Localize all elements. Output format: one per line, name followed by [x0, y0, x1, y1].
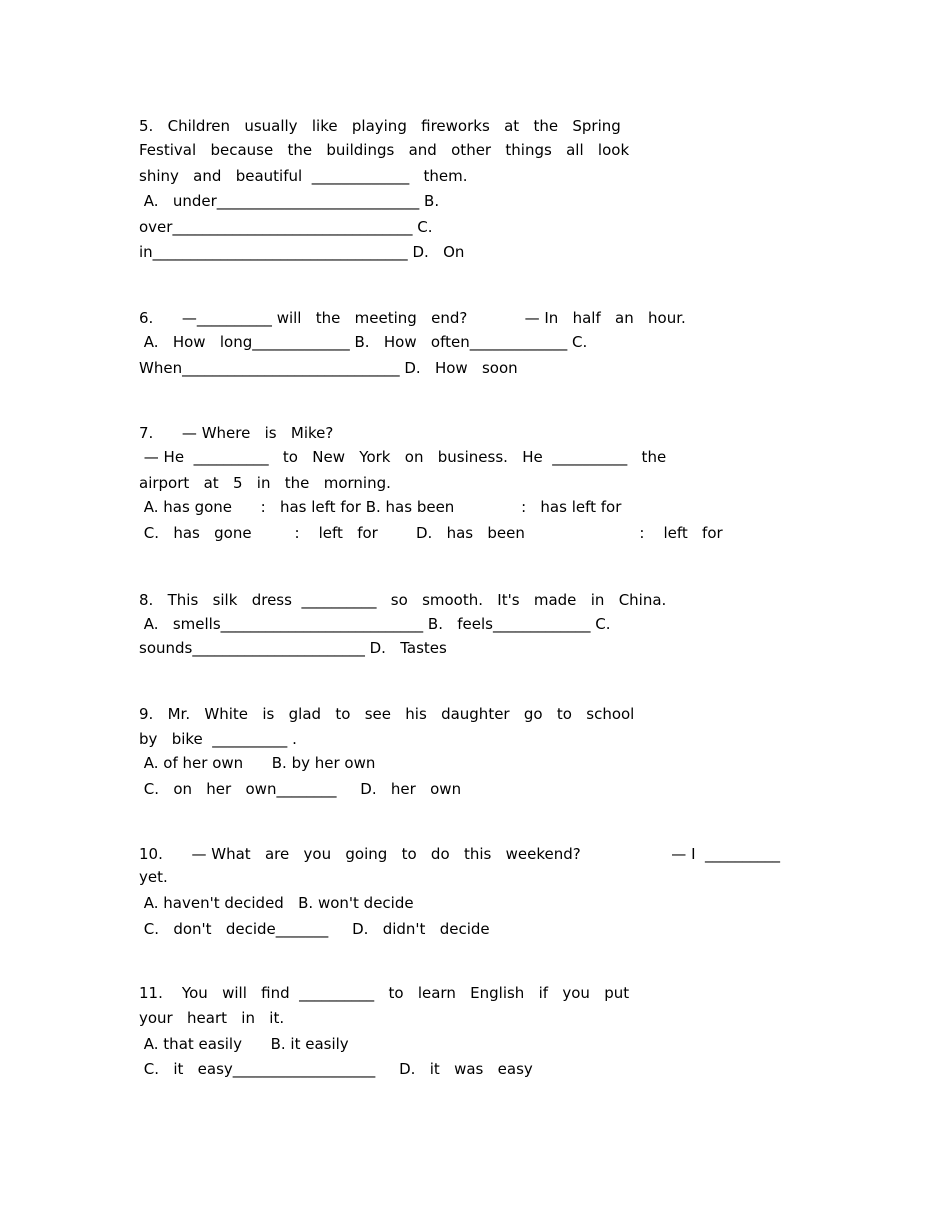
question-8-options-a-b: A. smells___________________________ B. feels_____________ C. [139, 615, 611, 633]
question-11-options-c-d: C. it easy___________________ D. it was easy [139, 1060, 533, 1078]
question-5-option-c-d: in__________________________________ D. On [139, 243, 465, 261]
question-9-line-2: by bike __________ . [139, 730, 297, 748]
question-11-line-1: 11. You will find __________ to learn English if you put [139, 984, 630, 1002]
question-9-options-c-d: C. on her own________ D. her own [139, 780, 462, 798]
question-10-options-a-b: A. haven't decided B. won't decide [139, 894, 414, 912]
question-7-options-c-d: C. has gone : left for D. has been : left for [139, 524, 723, 542]
question-6-line-1: 6. —__________ will the meeting end? — In half an hour. [139, 309, 686, 327]
question-6-options-a-b: A. How long_____________ B. How often_____________ C. [139, 333, 588, 351]
question-7-line-1: 7. — Where is Mike? [139, 424, 334, 442]
question-10-options-c-d: C. don't decide_______ D. didn't decide [139, 920, 490, 938]
question-5-option-a: A. under___________________________ B. [139, 192, 440, 210]
question-7-line-3: airport at 5 in the morning. [139, 474, 391, 492]
question-9-line-1: 9. Mr. White is glad to see his daughter go to school [139, 705, 635, 723]
question-7-line-2: — He __________ to New York on business. He __________ the [139, 448, 667, 466]
question-6-options-c-d: When_____________________________ D. How soon [139, 359, 518, 377]
question-8-options-c-d: sounds_______________________ D. Tastes [139, 639, 447, 657]
question-5-line-3: shiny and beautiful _____________ them. [139, 167, 468, 185]
question-5-option-b: over________________________________ C. [139, 218, 433, 236]
question-7-options-a-b: A. has gone : has left for B. has been : has left for [139, 498, 622, 516]
question-11-options-a-b: A. that easily B. it easily [139, 1035, 349, 1053]
question-10-line-1: 10. — What are you going to do this weekend? — I __________ [139, 845, 781, 863]
question-11-line-2: your heart in it. [139, 1009, 285, 1027]
question-10-line-2: yet. [139, 868, 168, 886]
question-9-options-a-b: A. of her own B. by her own [139, 754, 376, 772]
question-5-line-2: Festival because the buildings and other things all look [139, 141, 630, 159]
question-8-line-1: 8. This silk dress __________ so smooth. It's made in China. [139, 591, 667, 609]
question-5-line-1: 5. Children usually like playing fireworks at the Spring [139, 117, 621, 135]
